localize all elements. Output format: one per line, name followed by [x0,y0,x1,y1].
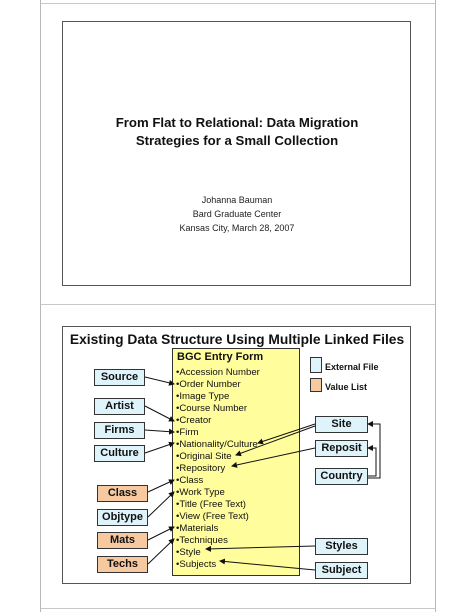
field-view: •View (Free Text) [176,511,249,522]
institution-name: Bard Graduate Center [192,209,282,219]
field-creator: •Creator [176,415,212,426]
box-country: Country [315,468,368,485]
field-order-number: •Order Number [176,379,241,390]
field-firm: •Firm [176,427,199,438]
field-course-number: •Course Number [176,403,248,414]
field-original-site: •Original Site [176,451,232,462]
field-nationality-culture: •Nationality/Culture [176,439,258,450]
place-date: Kansas City, March 28, 2007 [179,223,295,233]
title-line-1: From Flat to Relational: Data Migration [115,115,359,130]
box-firms: Firms [94,422,145,439]
box-subject: Subject [315,562,368,579]
diagram-slide-title: Existing Data Structure Using Multiple Linked Files [69,332,405,347]
box-artist: Artist [94,398,145,415]
box-source: Source [94,369,145,386]
field-style: •Style [176,547,201,558]
box-mats: Mats [97,532,148,549]
field-repository: •Repository [176,463,226,474]
field-techniques: •Techniques [176,535,228,546]
field-title: •Title (Free Text) [176,499,246,510]
box-objtype: Objtype [97,509,148,526]
box-class: Class [97,485,148,502]
field-subjects: •Subjects [176,559,217,570]
entry-form-title: BGC Entry Form [177,351,264,363]
field-image-type: •Image Type [176,391,230,402]
field-materials: •Materials [176,523,219,534]
box-styles: Styles [315,538,368,555]
field-class: •Class [176,475,204,486]
diagram-slide [62,326,411,584]
box-reposit: Reposit [315,440,368,457]
box-site: Site [315,416,368,433]
field-accession-number: •Accession Number [176,367,260,378]
field-work-type: •Work Type [176,487,225,498]
author-name: Johanna Bauman [201,195,273,205]
title-line-2: Strategies for a Small Collection [135,133,339,148]
box-techs: Techs [97,556,148,573]
legend-external-label: External File [325,362,379,372]
box-culture: Culture [94,445,145,462]
legend-value-label: Value List [325,382,368,392]
